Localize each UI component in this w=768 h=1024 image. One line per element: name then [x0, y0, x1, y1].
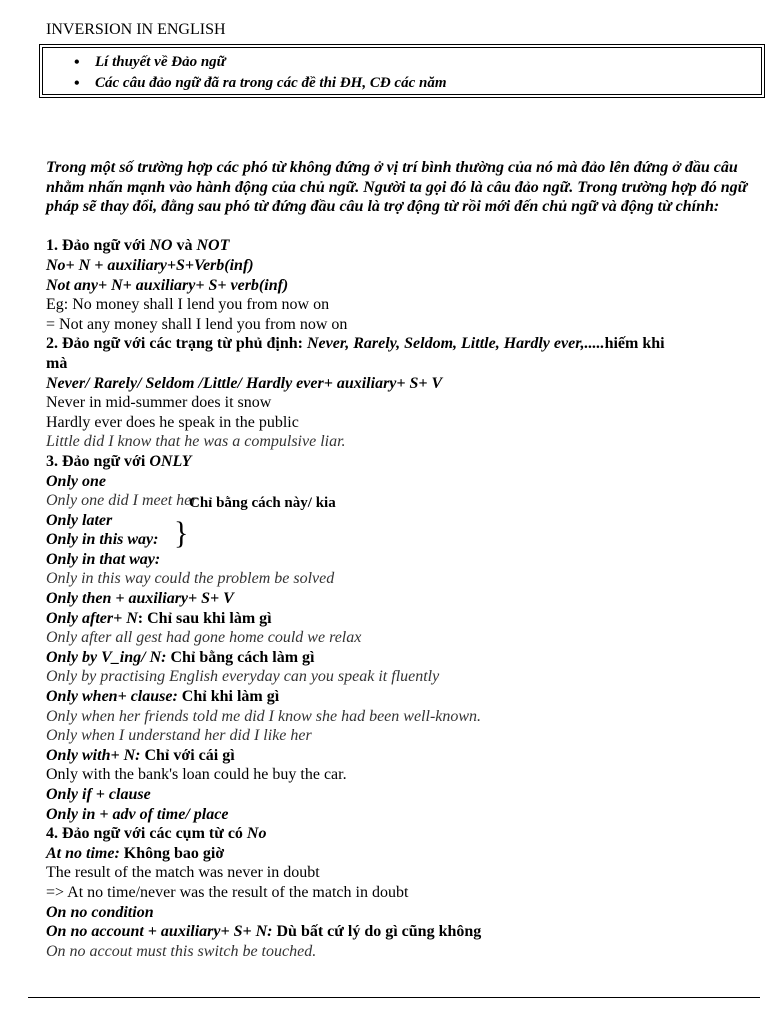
- brace-symbol: }: [174, 516, 189, 551]
- example-sentence: Only when I understand her did I like her: [46, 727, 312, 745]
- intro-paragraph: Trong một số trường hợp các phó từ không đứng ở vị trí bình thường của nó mà đảo lên đứng ở đầu câu nhằm nhấn mạnh vào hành động của chủ ngữ. Người ta gọi đó là câu đảo ngữ. Trong trường hợp đó ngữ pháp sẽ thay đổi, đằng sau phó từ đứng đầu câu là trợ động từ rồi mới đến chủ ngữ và động từ chính:: [46, 159, 748, 216]
- formula-with-meaning: Only when+ clause: Chỉ khi làm gì: [46, 688, 280, 706]
- example-sentence: Only with the bank's loan could he buy the car.: [46, 766, 347, 784]
- topics-box: [39, 44, 765, 98]
- formula: Only later: [46, 511, 113, 529]
- example-sentence: = Not any money shall I lend you from now on: [46, 315, 348, 333]
- example-sentence: Little did I know that he was a compulsive liar.: [46, 433, 346, 451]
- example-sentence: Only one did I meet her: [46, 492, 198, 510]
- formula-with-meaning: Only with+ N: Chỉ với cái gì: [46, 746, 235, 764]
- section-3-heading: 3. Đảo ngữ với ONLY: [46, 452, 192, 470]
- topics-list: [74, 52, 447, 94]
- example-sentence: Eg: No money shall I lend you from now on: [46, 296, 330, 314]
- formula: On no condition: [46, 903, 154, 921]
- bottom-rule: [28, 997, 760, 998]
- page-title: INVERSION IN ENGLISH: [46, 21, 226, 38]
- example-sentence: The result of the match was never in doubt: [46, 864, 320, 882]
- formula: Only then + auxiliary+ S+ V: [46, 590, 234, 608]
- example-sentence: Only after all gest had gone home could we relax: [46, 629, 362, 647]
- formula: Only in this way:: [46, 531, 159, 549]
- formula-with-meaning: On no account + auxiliary+ S+ N: Dù bất cứ lý do gì cũng không: [46, 923, 482, 941]
- section-2-heading: 2. Đảo ngữ với các trạng từ phủ định: Never, Rarely, Seldom, Little, Hardly ever,.....hiếm khi: [46, 335, 665, 353]
- formula: No+ N + auxiliary+S+Verb(inf): [46, 256, 254, 274]
- example-sentence: Only when her friends told me did I know she had been well-known.: [46, 707, 482, 725]
- section-2-heading-cont: mà: [46, 354, 68, 372]
- formula: Only in that way:: [46, 550, 161, 568]
- formula-with-meaning: At no time: Không bao giờ: [46, 844, 225, 862]
- formula: Never/ Rarely/ Seldom /Little/ Hardly ever+ auxiliary+ S+ V: [46, 374, 443, 392]
- topic-item: • Các câu đảo ngữ đã ra trong các đề thi ĐH, CĐ các năm: [74, 73, 447, 94]
- example-sentence: On no accout must this switch be touched.: [46, 942, 317, 960]
- topic-item: • Lí thuyết về Đảo ngữ: [74, 52, 447, 73]
- formula-with-meaning: Only by V_ing/ N: Chỉ bằng cách làm gì: [46, 648, 315, 666]
- example-sentence: Only in this way could the problem be solved: [46, 570, 335, 588]
- formula: Only one: [46, 472, 106, 490]
- formula-with-meaning: Only after+ N: Chỉ sau khi làm gì: [46, 609, 272, 627]
- formula: Not any+ N+ auxiliary+ S+ verb(inf): [46, 276, 289, 294]
- section-4-heading: 4. Đảo ngữ với các cụm từ có No: [46, 825, 267, 843]
- section-1-heading: 1. Đảo ngữ với NO và NOT: [46, 237, 230, 255]
- formula: Only if + clause: [46, 786, 151, 803]
- formula: Only in + adv of time/ place: [46, 805, 229, 823]
- document-body: [46, 158, 760, 961]
- brace-annotation: Chỉ bằng cách này/ kia: [189, 495, 336, 511]
- example-sentence: Hardly ever does he speak in the public: [46, 413, 299, 431]
- example-sentence: Never in mid-summer does it snow: [46, 394, 272, 412]
- example-sentence: => At no time/never was the result of the match in doubt: [46, 883, 409, 901]
- example-sentence: Only by practising English everyday can you speak it fluently: [46, 668, 440, 686]
